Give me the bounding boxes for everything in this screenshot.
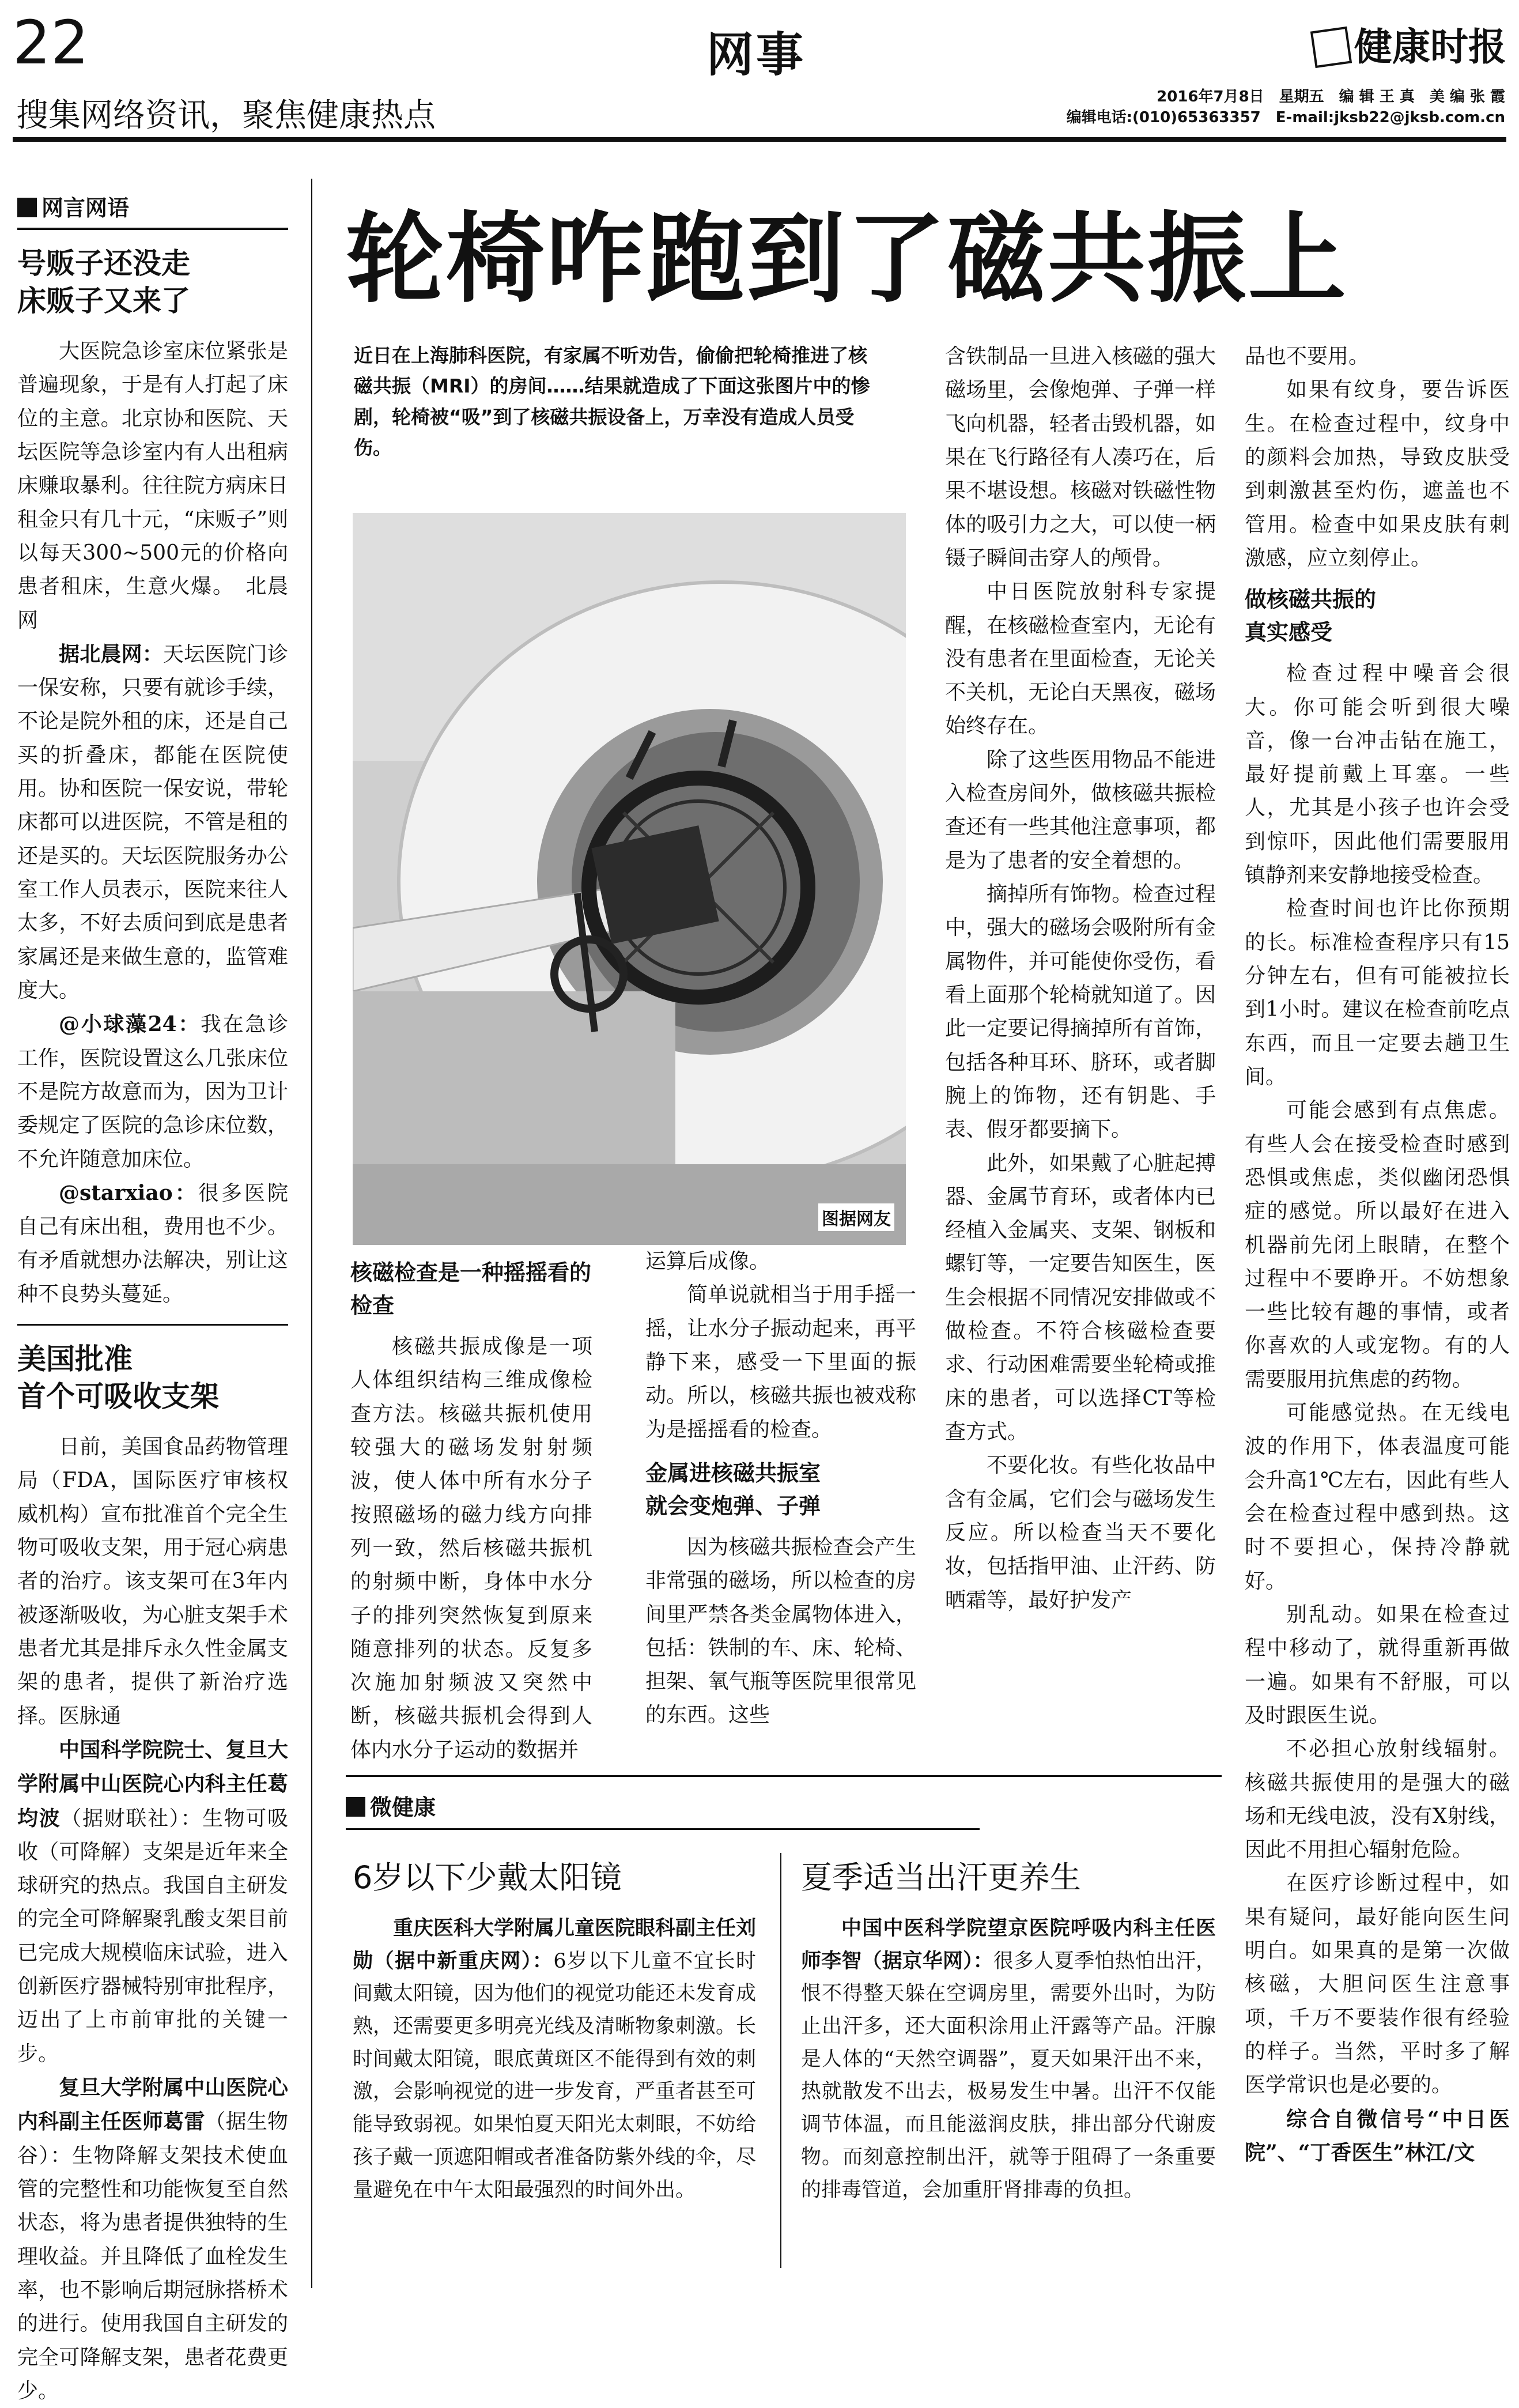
photo-credit: 图据网友 <box>818 1203 894 1231</box>
section-title: 网事 <box>706 28 806 82</box>
story-body: 日前，美国食品药物管理局（FDA，国际医疗审核权威机构）宣布批准首个完全生物可吸收支架，用于冠心病患者的治疗。该支架可在3年内被逐渐吸收，为心脏支架手术患者尤其是排斥永久性金属支架的患者，提供了新治疗选择。医脉通 中国科学院院士、复旦大学附属中山医院心内科主任葛均波（据财联社）：生物可吸收（可降解）支架是近年来全球研究的热点。我国自主研发的完全可降解聚乳酸支架目前已完成大规模临床试验，进入创新医疗器械特别审批程序，迈出了上市前审批的关键一步。 复旦大学附属中山医院心内科副主任医师葛雷（据生物谷）：生物降解支架技术使血管的完整性和功能恢复至自然状态，将为患者提供独特的生理收益。并且降低了血栓发生率，也不影响后期冠脉搭桥术的进行。使用我国自主研发的完全可降解支架，患者花费更少。 <box>17 1435 288 2403</box>
feature-source: 综合自微信号“中日医院”、“丁香医生”林江/文 <box>1245 2107 1510 2165</box>
feature-column-4 <box>1245 340 1510 2169</box>
column-body: 品也不要用。 如果有纹身，要告诉医生。在检查过程中，纹身中的颜料会加热，导致皮肤受到刺激甚至灼伤，遮盖也不管用。检查中如果皮肤有刺激感，应立刻停止。 <box>1245 345 1510 570</box>
column-label: 网言网语 <box>17 190 288 222</box>
masthead-meta <box>1067 86 1505 129</box>
newspaper-logo <box>1313 16 1506 71</box>
subheading: 核磁检查是一种摇摇看的检查 <box>350 1260 592 1318</box>
micro-story-body: 重庆医科大学附属儿童医院眼科副主任刘勋（据中新重庆网）：6岁以下儿童不宜长时间戴太阳镜，因为他们的视觉功能还未发育成熟，还需要更多明亮光线及清晰物象刺激。长时间戴太阳镜，眼底黄斑区不能得到有效的刺激，会影响视觉的进一步发育，严重者甚至可能导致弱视。如果怕夏天阳光太刺眼，不妨给孩子戴一顶遮阳帽或者准备防紫外线的伞，尽量避免在中午太阳最强烈的时间外出。 <box>353 1916 757 2202</box>
date-line: 2016年7月8日 星期五 编 辑 王 真 美 编 张 霞 <box>1157 88 1505 105</box>
column-body: 核磁共振成像是一项人体组织结构三维成像检查方法。核磁共振机使用较强大的磁场发射射频波，使人体中所有水分子按照磁场的磁力线方向排列一致，然后核磁共振机的射频中断，身体中水分子的排列突然恢复到原来随意排列的状态。反复多次施加射频波又突然中断，核磁共振机会得到人体内水分子运动的数据并 <box>350 1335 592 1762</box>
square-bullet-icon <box>17 198 37 217</box>
mri-wheelchair-photo <box>353 513 906 1245</box>
feature-column-2 <box>645 1245 916 1733</box>
square-bullet-icon <box>346 1797 365 1817</box>
micro-divider <box>780 1853 781 2268</box>
page-number: 22 <box>13 7 89 78</box>
logo-text: 健康时报 <box>1354 24 1506 69</box>
feature-lead: 近日在上海肺科医院，有家属不听劝告，偷偷把轮椅推进了核磁共振（MRI）的房间……结果就造成了下面这张图片中的惨剧，轮椅被“吸”到了核磁共振设备上，万幸没有造成人员受伤。 <box>354 344 870 459</box>
section-top-rule <box>346 1775 1222 1777</box>
micro-story-headline: 夏季适当出汗更养生 <box>801 1859 1081 1896</box>
micro-health-section <box>346 1775 1222 1830</box>
subheading: 金属进核磁共振室 就会变炮弹、子弹 <box>645 1460 821 1519</box>
micro-story-1 <box>353 1853 756 2206</box>
story-body: 大医院急诊室床位紧张是普遍现象，于是有人打起了床位的主意。北京协和医院、天坛医院等急诊室内有人出租病床赚取暴利。往往院方病床日租金只有几十元，“床贩子”则以每天300~500元的价格向患者租床，生意火爆。 北晨网 据北晨网：天坛医院门诊一保安称，只要有就诊手续，不论是院外租的床，还是自己买的折叠床，都能在医院使用。协和医院一保安说，带轮床都可以进医院，不管是租的还是买的。天坛医院服务办公室工作人员表示，医院来往人太多，不好去质问到底是患者家属还是来做生意的，监管难度大。 @小球藻24：我在急诊工作，医院设置这么几张床位不是院方故意而为，因为卫计委规定了医院的急诊床位数，不允许随意加床位。 @starxiao：很多医院自己有床出租，费用也不少。有矛盾就想办法解决，别让这种不良势头蔓延。 <box>17 339 288 1306</box>
micro-story-headline: 6岁以下少戴太阳镜 <box>353 1859 622 1896</box>
column-label-rule <box>17 228 288 230</box>
masthead-rule <box>13 137 1506 142</box>
section-label: 微健康 <box>346 1790 1222 1821</box>
section-label-rule <box>346 1828 980 1830</box>
feature-headline: 轮椅咋跑到了磁共振上 <box>346 202 1349 316</box>
column-body: 因为核磁共振检查会产生非常强的磁场，所以检查的房间里严禁各类金属物体进入，包括：铁制的车、床、轮椅、担架、氧气瓶等医院里很常见的东西。这些 <box>645 1535 916 1727</box>
feature-column-1 <box>350 1256 592 1767</box>
story-headline: 号贩子还没走 床贩子又来了 <box>17 247 190 318</box>
micro-story-body: 中国中医科学院望京医院呼吸内科主任医师李智（据京华网）：很多人夏季怕热怕出汗，恨不得整天躲在空调房里，需要外出时，为防止出汗多，还大面积涂用止汗露等产品。汗腺是人体的“天然空调器”，夏天如果汗出不来，热就散发不出去，极易发生中暑。出汗不仅能调节体温，而且能滋润皮肤，排出部分代谢废物。而刻意控制出汗，就等于阻碍了一条重要的排毒管道，会加重肝肾排毒的负担。 <box>801 1916 1216 2202</box>
column-body: 运算后成像。 简单说就相当于用手摇一摇，让水分子振动起来，再平静下来，感受一下里面的振动。所以，核磁共振也被戏称为是摇摇看的检查。 <box>645 1250 916 1441</box>
story-headline: 美国批准 首个可吸收支架 <box>17 1342 219 1414</box>
logo-seal-icon <box>1310 27 1352 68</box>
feature-column-3: 含铁制品一旦进入核磁的强大磁场里，会像炮弹、子弹一样飞向机器，轻者击毁机器，如果在飞行路径有人凑巧在，后果不堪设想。核磁对铁磁性物体的吸引力之大，可以使一柄镊子瞬间击穿人的颅骨。 中日医院放射科专家提醒，在核磁检查室内，无论有没有患者在里面检查，无论关不关机，无论白天黑夜，磁场始终存在。 除了这些医用物品不能进入检查房间外，做核磁共振检查还有一些其他注意事项，都是为了患者的安全着想的。 摘掉所有饰物。检查过程中，强大的磁场会吸附所有金属物件，并可能使你受伤，看看上面那个轮椅就知道了。因此一定要记得摘掉所有首饰，包括各种耳环、脐环，或者脚腕上的饰物，还有钥匙、手表、假牙都要摘下。 此外，如果戴了心脏起搏器、金属节育环，或者体内已经植入金属夹、支架、钢板和螺钉等，一定要告知医生，医生会根据不同情况安排做或不做检查。不符合核磁检查要求、行动困难需要坐轮椅或推床的患者，可以选择CT等检查方式。 不要化妆。有些化妆品中含有金属，它们会与磁场发生反应。所以检查当天不要化妆，包括指甲油、止汗药、防晒霜等，最好护发产 <box>945 345 1216 1612</box>
left-column <box>17 190 288 2408</box>
column-body: 检查过程中噪音会很大。你可能会听到很大噪音，像一台冲击钻在施工，最好提前戴上耳塞。一些人，尤其是小孩子也许会受到惊吓，因此他们需要服用镇静剂来安静地接受检查。 检查时间也许比你预期的长。标准检查程序只有15分钟左右，但有可能被拉长到1小时。建议在检查前吃点东西，而且一定要去趟卫生间。 可能会感到有点焦虑。有些人会在接受检查时感到恐惧或焦虑，类似幽闭恐惧症的感觉。所以最好在进入机器前先闭上眼睛，在整个过程中不要睁开。不妨想象一些比较有趣的事情，或者你喜欢的人或宠物。有的人需要服用抗焦虑的药物。 可能感觉热。在无线电波的作用下，体表温度可能会升高1℃左右，因此有些人会在检查过程中感到热。这时不要担心，保持冷静就好。 别乱动。如果在检查过程中移动了，就得重新再做一遍。如果有不舒服，可以及时跟医生说。 不必担心放射线辐射。核磁共振使用的是强大的磁场和无线电波，没有X射线，因此不用担心辐射危险。 在医疗诊断过程中，如果有疑问，最好能向医生问明白。如果真的是第一次做核磁，大胆问医生注意事项，千万不要装作很有经验的样子。当然，平时多了解医学常识也是必要的。 综合自微信号“中日医院”、“丁香医生”林江/文 <box>1245 657 1510 2169</box>
tagline: 搜集网络资讯，聚焦健康热点 <box>16 97 436 134</box>
subheading: 做核磁共振的 真实感受 <box>1245 587 1377 646</box>
photo-illustration <box>353 513 906 1245</box>
story-divider <box>17 1324 288 1326</box>
contact-line: 编辑电话:(010)65363357 E-mail:jksb22@jksb.com.cn <box>1066 109 1505 127</box>
micro-story-2 <box>801 1853 1216 2206</box>
column-divider <box>311 179 312 2288</box>
